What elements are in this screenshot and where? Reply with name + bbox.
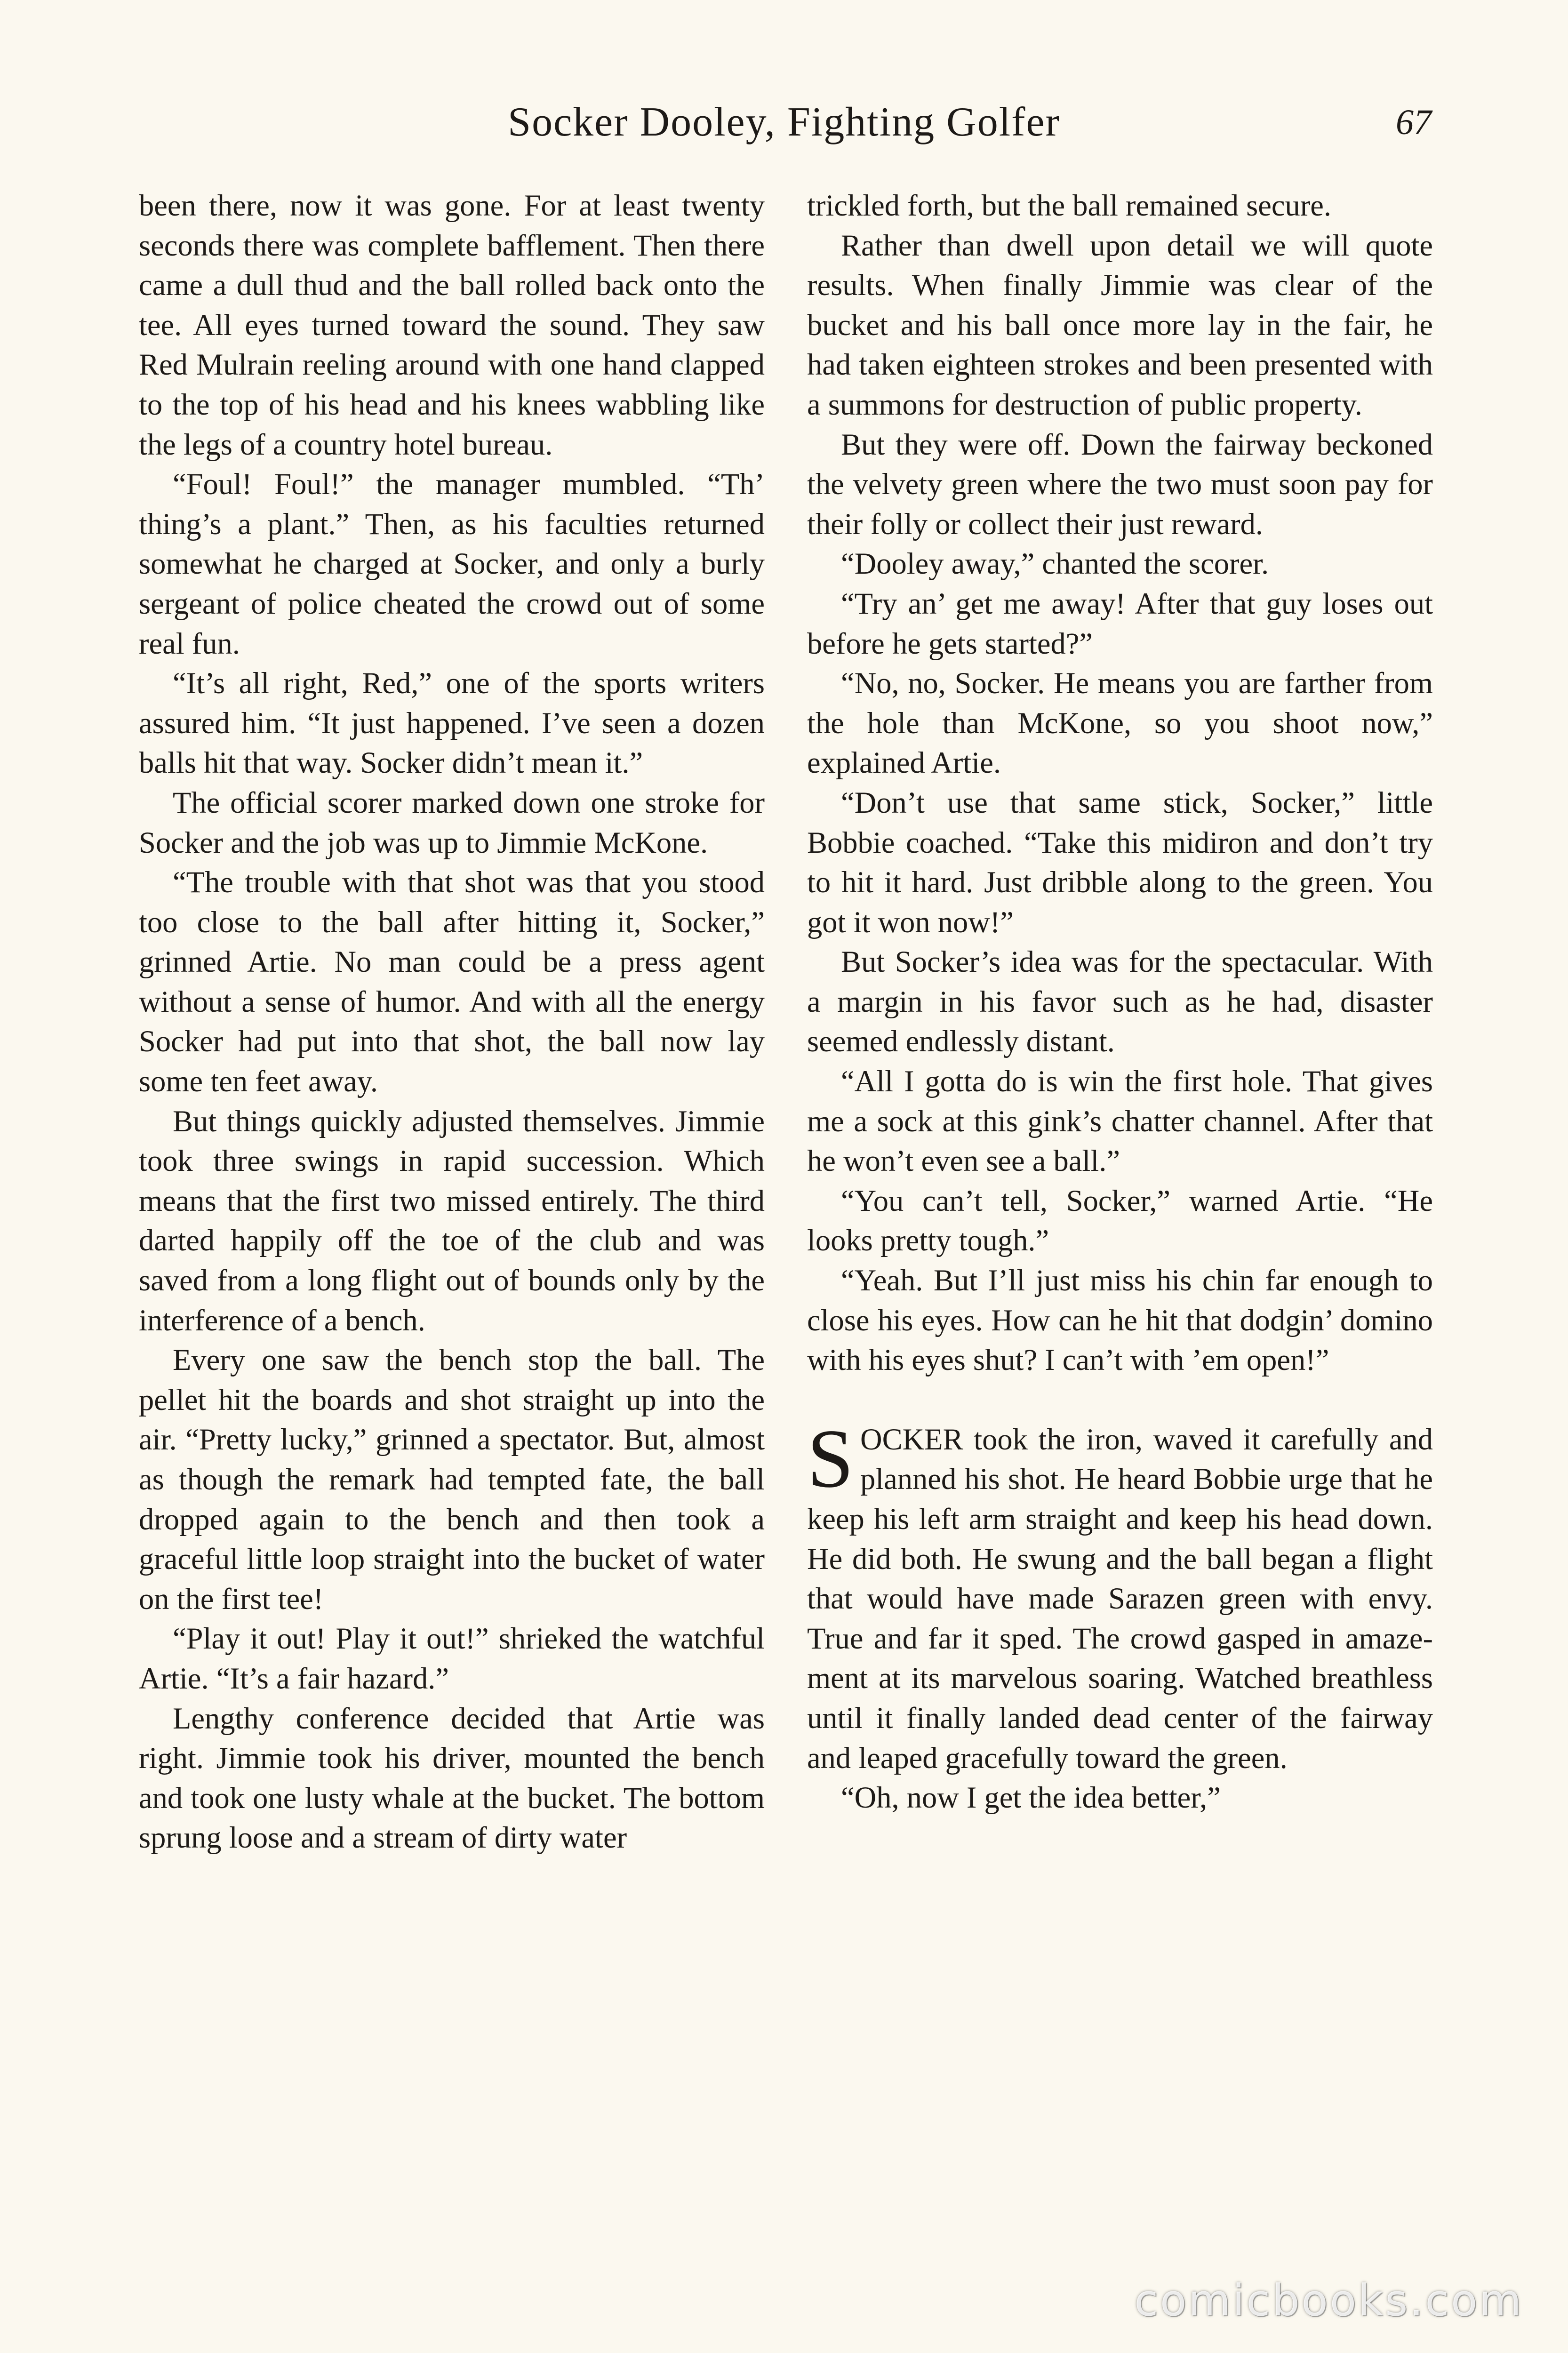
section-first-paragraph-text: OCKER took the iron, waved it carefully and planned his shot. He heard Bobbie urge that he keep his left arm straight and keep his head down. He did both. He swung and the ball began a flight that would have made Sarazen green with envy. True and far it sped. The crowd gasped in amazement at its marvelous soaring. Watched breathless until it finally landed dead center of the fairway and leaped gracefully toward the green. — [807, 1422, 1433, 1775]
left-column — [139, 186, 765, 1858]
paragraph: “Dooley away,” chanted the scorer. — [841, 547, 1269, 581]
page-header — [0, 94, 1568, 160]
paragraph: “Oh, now I get the idea better,” — [841, 1781, 1221, 1815]
paragraph: “Yeah. But I’ll just miss his chin far enough to close his eyes. How can he hit that dodgin’ domino with his eyes shut? I can’t with ’em open!” — [807, 1264, 1433, 1377]
paragraph: “Try an’ get me away! After that guy loses out before he gets started?” — [807, 586, 1433, 660]
watermark: comicbooks.com — [1134, 2275, 1523, 2326]
paragraph: “Don’t use that same stick, Socker,” little Bobbie coached. “Take this midiron and don’t try to hit it hard. Just dribble along to the green. You got it won now!” — [807, 785, 1433, 939]
paragraph: “The trouble with that shot was that you stood too close to the ball after hitting it, Socker,” grinned Artie. No man could be a press agent without a sense of humor. And with all the energy Socker had put into that shot, the ball now lay some ten feet away. — [139, 865, 765, 1098]
right-column — [807, 186, 1433, 1818]
section-first-paragraph — [807, 1411, 1433, 1778]
page-number: 67 — [1396, 103, 1432, 142]
paragraph: Lengthy conference decided that Artie was right. Jimmie took his driver, mounted the bench and took one lusty whale at the bucket. The bottom sprung loose and a stream of dirty water — [139, 1701, 765, 1855]
paragraph: Rather than dwell upon detail we will quote results. When finally Jimmie was clear of the bucket and his ball once more lay in the fair, he had taken eighteen strokes and been presented with a summons for destruction of public property. — [807, 228, 1433, 421]
paragraph: “Foul! Foul!” the manager mumbled. “Th’ thing’s a plant.” Then, as his faculties returned somewhat he charged at Socker, and only a burly sergeant of police cheated the crowd out of some real fun. — [139, 467, 765, 660]
paragraph: “You can’t tell, Socker,” warned Artie. “He looks pretty tough.” — [807, 1184, 1433, 1257]
paragraph: trickled forth, but the ball remained secure. — [807, 189, 1331, 222]
paragraph: been there, now it was gone. For at least twenty seconds there was complete bafflement. Then there came a dull thud and the ball rolled back onto the tee. All eyes turned toward the sound. They saw Red Mulrain reeling around with one hand clapped to the top of his head and his knees wabbling like the legs of a country hotel bureau. — [139, 189, 765, 461]
drop-cap: S — [807, 1411, 854, 1505]
paragraph: Every one saw the bench stop the ball. The pellet hit the boards and shot straight up into the air. “Pretty lucky,” grinned a spectator. But, almost as though the remark had tempted fate, the ball dropped again to the bench and then took a graceful little loop straight into the bucket of water on the first tee! — [139, 1343, 765, 1616]
running-title: Socker Dooley, Fighting Golfer — [508, 99, 1060, 145]
paragraph: But they were off. Down the fairway beckoned the velvety green where the two must soon pay for their folly or collect their just reward. — [807, 427, 1433, 541]
paragraph: The official scorer marked down one stroke for Socker and the job was up to Jimmie McKone. — [139, 785, 765, 859]
paragraph: “All I gotta do is win the first hole. That gives me a sock at this gink’s chatter channel. After that he won’t even see a ball.” — [807, 1064, 1433, 1178]
paragraph: “Play it out! Play it out!” shrieked the watchful Artie. “It’s a fair hazard.” — [139, 1622, 765, 1695]
paragraph: “No, no, Socker. He means you are farther from the hole than McKone, so you shoot now,” explained Artie. — [807, 666, 1433, 780]
paragraph: But things quickly adjusted themselves. Jimmie took three swings in rapid succession. Which means that the first two missed entirely. The third darted happily off the toe of the club and was saved from a long flight out of bounds only by the interference of a bench. — [139, 1104, 765, 1337]
paragraph: “It’s all right, Red,” one of the sports writers assured him. “It just happened. I’ve seen a dozen balls hit that way. Socker didn’t mean it.” — [139, 666, 765, 780]
paragraph: But Socker’s idea was for the spectacular. With a margin in his favor such as he had, disaster seemed endlessly distant. — [807, 945, 1433, 1058]
